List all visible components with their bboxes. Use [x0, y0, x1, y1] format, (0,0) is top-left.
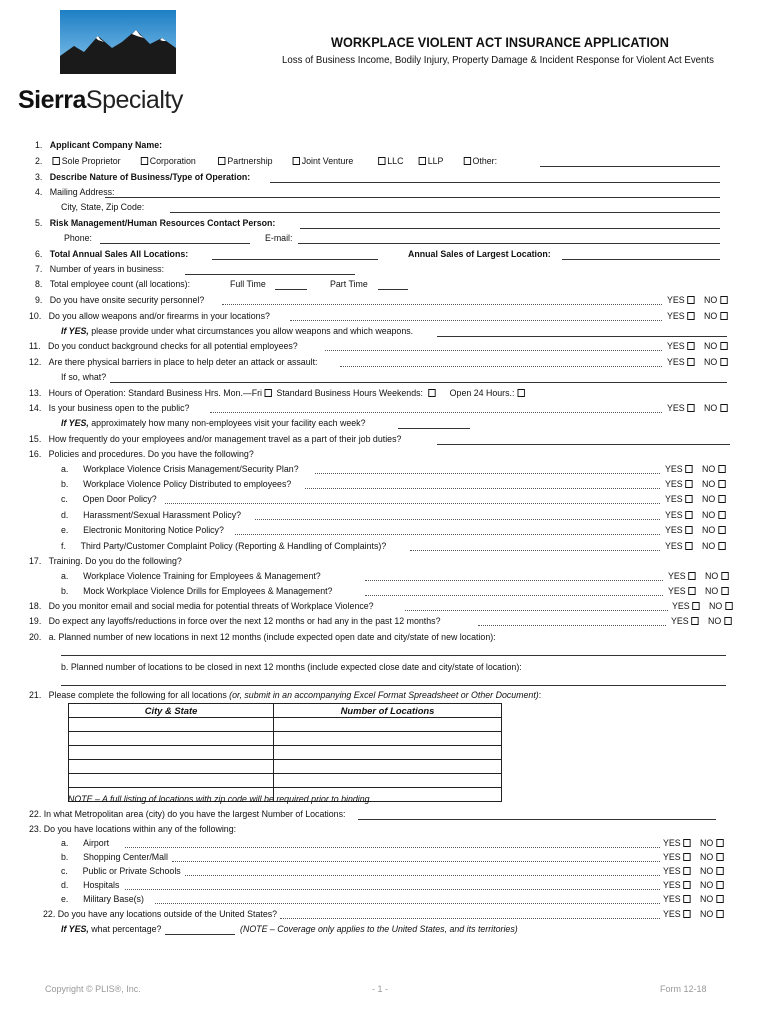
phone-label: Phone:: [64, 233, 92, 244]
location-count-cell[interactable]: [274, 774, 502, 788]
dot-leader: [410, 550, 660, 551]
other-checkbox[interactable]: [463, 157, 470, 165]
form-subtitle: Loss of Business Income, Bodily Injury, Property Damage & Incident Response for Violent Act Events: [282, 54, 714, 66]
q19-yes-no: YES NO: [671, 616, 733, 628]
dot-leader: [125, 889, 660, 890]
barriers-input-line[interactable]: [110, 382, 727, 383]
q16e-no-checkbox[interactable]: [718, 526, 725, 534]
q23e-no-checkbox[interactable]: [716, 895, 723, 903]
q16d-yes-no: YES NO: [665, 510, 727, 522]
q17b-yes-checkbox[interactable]: [688, 587, 695, 595]
q4-row: 4. Mailing Address:: [35, 187, 115, 198]
city-state-header: City & State: [69, 704, 274, 718]
q24-yes-checkbox[interactable]: [683, 910, 690, 918]
q10-row: 10. Do you allow weapons and/or firearms in your locations?: [29, 311, 270, 322]
weekend-hours-checkbox[interactable]: [428, 389, 435, 397]
q23b-yes-no: YES NO: [663, 852, 725, 864]
new-locations-input-line[interactable]: [61, 655, 726, 656]
table-row: [69, 774, 502, 788]
dot-leader: [280, 918, 660, 919]
dot-leader: [165, 503, 660, 504]
q24-row: 22. Do you have any locations outside of the United States?: [43, 909, 278, 920]
q23b-yes-checkbox[interactable]: [683, 853, 690, 861]
q18-yes-no: YES NO: [672, 601, 734, 613]
q9-yes-no: YES NO: [667, 295, 729, 307]
table-row: [69, 732, 502, 746]
locations-note: NOTE – A full listing of locations with zip code will be required prior to binding.: [68, 794, 373, 805]
q16a-row: a. Workplace Violence Crisis Management/Security Plan?: [61, 464, 299, 475]
company-logo: [14, 8, 194, 118]
q16a-yes-checkbox[interactable]: [685, 465, 692, 473]
q16b-row: b. Workplace Violence Policy Distributed to employees?: [61, 479, 292, 490]
q12-yes-checkbox[interactable]: [687, 358, 694, 366]
joint-venture-checkbox[interactable]: [292, 157, 299, 165]
dot-leader: [185, 875, 660, 876]
q23d-no-checkbox[interactable]: [716, 881, 723, 889]
q16e-row: e. Electronic Monitoring Notice Policy?: [61, 525, 224, 536]
q9-no-checkbox[interactable]: [720, 296, 727, 304]
open-24-hours-checkbox[interactable]: [517, 389, 524, 397]
dot-leader: [365, 595, 663, 596]
q12-yes-no: YES NO: [667, 357, 729, 369]
q20b-row: b. Planned number of locations to be closed in next 12 months (include expected close date and city/state of location):: [61, 662, 522, 673]
form-title: WORKPLACE VIOLENT ACT INSURANCE APPLICATION: [331, 35, 669, 50]
q10-followup: If YES, please provide under what circumstances you allow weapons and which weapons.: [61, 326, 414, 337]
city-state-zip-label: City, State, Zip Code:: [61, 202, 145, 213]
q2-row: 2. Sole Proprietor Corporation Partnership Joint Venture LLC LLP Other:: [35, 156, 498, 167]
mountain-logo-icon: [60, 10, 176, 74]
dot-leader: [222, 304, 662, 305]
q9-row: 9. Do you have onsite security personnel?: [35, 295, 205, 306]
dot-leader: [305, 488, 660, 489]
city-state-cell[interactable]: [69, 760, 274, 774]
q16a-no-checkbox[interactable]: [718, 465, 725, 473]
q11-no-checkbox[interactable]: [720, 342, 727, 350]
q16c-yes-checkbox[interactable]: [685, 495, 692, 503]
dot-leader: [290, 320, 662, 321]
q23e-row: e. Military Base(s): [61, 894, 144, 905]
q23-row: 23. Do you have locations within any of the following:: [29, 824, 237, 835]
dot-leader: [155, 903, 660, 904]
llc-checkbox[interactable]: [378, 157, 385, 165]
dot-leader: [210, 412, 662, 413]
q17b-yes-no: YES NO: [668, 586, 730, 598]
closed-locations-input-line[interactable]: [61, 685, 726, 686]
q16d-yes-checkbox[interactable]: [685, 511, 692, 519]
q17a-no-checkbox[interactable]: [721, 572, 728, 580]
table-row: [69, 746, 502, 760]
city-state-cell[interactable]: [69, 746, 274, 760]
dot-leader: [255, 519, 660, 520]
q1-label: Applicant Company Name:: [49, 140, 163, 151]
q23a-row: a. Airport: [61, 838, 110, 849]
city-state-zip-input-line[interactable]: [170, 212, 720, 213]
q23a-yes-checkbox[interactable]: [683, 839, 690, 847]
q11-row: 11. Do you conduct background checks for all potential employees?: [29, 341, 298, 352]
sole-proprietor-checkbox[interactable]: [52, 157, 59, 165]
q24-no-checkbox[interactable]: [716, 910, 723, 918]
q19-row: 19. Do expect any layoffs/reductions in force over the next 12 months or had any in the past 12 months?: [29, 616, 441, 627]
largest-location-sales-label: Annual Sales of Largest Location:: [408, 249, 551, 260]
q17-row: 17. Training. Do you do the following?: [29, 556, 182, 567]
q23c-row: c. Public or Private Schools: [61, 866, 181, 877]
city-state-cell[interactable]: [69, 718, 274, 732]
weapons-circumstances-input-line[interactable]: [437, 336, 727, 337]
logo-text-light: Specialty: [85, 86, 183, 114]
partnership-checkbox[interactable]: [218, 157, 225, 165]
email-label: E-mail:: [265, 233, 293, 244]
q16b-yes-checkbox[interactable]: [685, 480, 692, 488]
dot-leader: [365, 580, 663, 581]
q16b-no-checkbox[interactable]: [718, 480, 725, 488]
q12-followup: If so, what?: [61, 372, 107, 383]
q1-row: 1. Applicant Company Name:: [35, 140, 163, 151]
q16c-row: c. Open Door Policy?: [61, 494, 157, 505]
q11-yes-checkbox[interactable]: [687, 342, 694, 350]
q17b-row: b. Mock Workplace Violence Drills for Employees & Management?: [61, 586, 333, 597]
q6-row: 6. Total Annual Sales All Locations:: [35, 249, 189, 260]
q23b-no-checkbox[interactable]: [716, 853, 723, 861]
q12-no-checkbox[interactable]: [720, 358, 727, 366]
contact-person-input-line[interactable]: [300, 228, 720, 229]
dot-leader: [235, 534, 660, 535]
q16f-row: f. Third Party/Customer Complaint Policy (Reporting & Handling of Complaints)?: [61, 541, 387, 552]
q17a-row: a. Workplace Violence Training for Employees & Management?: [61, 571, 321, 582]
travel-frequency-input-line[interactable]: [437, 444, 730, 445]
q23e-yes-checkbox[interactable]: [683, 895, 690, 903]
q14-yes-checkbox[interactable]: [687, 404, 694, 412]
coverage-note: (NOTE – Coverage only applies to the United States, and its territories): [240, 924, 518, 935]
q16e-yes-checkbox[interactable]: [685, 526, 692, 534]
city-state-cell[interactable]: [69, 774, 274, 788]
dot-leader: [405, 610, 668, 611]
q20a-row: 20. a. Planned number of new locations in next 12 months (include expected open date and city/state of new location):: [29, 632, 496, 643]
q16d-row: d. Harassment/Sexual Harassment Policy?: [61, 510, 242, 521]
llp-checkbox[interactable]: [418, 157, 425, 165]
corporation-checkbox[interactable]: [141, 157, 148, 165]
q14-followup: If YES, approximately how many non-employees visit your facility each week?: [61, 418, 366, 429]
q10-no-checkbox[interactable]: [720, 312, 727, 320]
q16a-yes-no: YES NO: [665, 464, 727, 476]
q17a-yes-checkbox[interactable]: [688, 572, 695, 580]
q24-followup: If YES, what percentage?: [61, 924, 162, 935]
logo-text-bold: Sierra: [18, 86, 86, 114]
q23c-no-checkbox[interactable]: [716, 867, 723, 875]
location-count-cell[interactable]: [274, 760, 502, 774]
q23a-yes-no: YES NO: [663, 838, 725, 850]
q23d-yes-no: YES NO: [663, 880, 725, 892]
q16c-yes-no: YES NO: [665, 494, 727, 506]
part-time-input-line[interactable]: [378, 289, 408, 290]
q22-row: 22. In what Metropolitan area (city) do you have the largest Number of Locations:: [29, 809, 346, 820]
q19-yes-checkbox[interactable]: [691, 617, 698, 625]
q17a-yes-no: YES NO: [668, 571, 730, 583]
full-time-input-line[interactable]: [275, 289, 307, 290]
years-in-business-input-line[interactable]: [185, 274, 355, 275]
q12-row: 12. Are there physical barriers in place to help deter an attack or assault:: [29, 357, 318, 368]
business-nature-input-line[interactable]: [270, 182, 720, 183]
q7-row: 7. Number of years in business:: [35, 264, 165, 275]
q18-yes-checkbox[interactable]: [692, 602, 699, 610]
metro-area-input-line[interactable]: [358, 819, 716, 820]
q10-yes-no: YES NO: [667, 311, 729, 323]
q16f-yes-no: YES NO: [665, 541, 727, 553]
page-number: - 1 -: [372, 984, 389, 994]
q13-row: 13. Hours of Operation: Standard Business Hrs. Mon.—Fri Standard Business Hours Weekends: Open 24 Hours.:: [29, 388, 526, 400]
total-sales-input-line[interactable]: [212, 259, 378, 260]
location-count-cell[interactable]: [274, 746, 502, 760]
copyright-footer: Copyright © PLIS®, Inc.: [45, 984, 141, 994]
phone-input-line[interactable]: [100, 243, 250, 244]
full-time-label: Full Time: [230, 279, 266, 290]
dot-leader: [315, 473, 660, 474]
q14-row: 14. Is your business open to the public?: [29, 403, 190, 414]
q16f-yes-checkbox[interactable]: [685, 542, 692, 550]
dot-leader: [325, 350, 662, 351]
location-count-cell[interactable]: [274, 732, 502, 746]
q16e-yes-no: YES NO: [665, 525, 727, 537]
number-of-locations-header: Number of Locations: [274, 704, 502, 718]
form-number: Form 12-18: [660, 984, 707, 994]
email-input-line[interactable]: [298, 243, 720, 244]
q23c-yes-checkbox[interactable]: [683, 867, 690, 875]
q15-row: 15. How frequently do your employees and/or management travel as a part of their job duties?: [29, 434, 402, 445]
other-input-line[interactable]: [540, 166, 720, 167]
q3-row: 3. Describe Nature of Business/Type of Operation:: [35, 172, 251, 183]
q14-yes-no: YES NO: [667, 403, 729, 415]
dot-leader: [478, 625, 666, 626]
q23d-yes-checkbox[interactable]: [683, 881, 690, 889]
q9-yes-checkbox[interactable]: [687, 296, 694, 304]
city-state-cell[interactable]: [69, 732, 274, 746]
q16b-yes-no: YES NO: [665, 479, 727, 491]
q18-row: 18. Do you monitor email and social media for potential threats of Workplace Violence?: [29, 601, 374, 612]
location-count-cell[interactable]: [274, 718, 502, 732]
q24-yes-no: YES NO: [663, 909, 725, 921]
q23c-yes-no: YES NO: [663, 866, 725, 878]
q19-no-checkbox[interactable]: [724, 617, 731, 625]
q18-no-checkbox[interactable]: [725, 602, 732, 610]
q23d-row: d. Hospitals: [61, 880, 120, 891]
q11-yes-no: YES NO: [667, 341, 729, 353]
weekday-hours-checkbox[interactable]: [265, 389, 272, 397]
q8-row: 8. Total employee count (all locations):: [35, 279, 191, 290]
table-row: [69, 718, 502, 732]
table-row: [69, 760, 502, 774]
q16-row: 16. Policies and procedures. Do you have the following?: [29, 449, 254, 460]
percentage-input-line[interactable]: [165, 934, 235, 935]
q14-no-checkbox[interactable]: [720, 404, 727, 412]
q10-yes-checkbox[interactable]: [687, 312, 694, 320]
visitors-input-line[interactable]: [398, 428, 470, 429]
part-time-label: Part Time: [330, 279, 368, 290]
q23e-yes-no: YES NO: [663, 894, 725, 906]
q21-row: 21. Please complete the following for all locations (or, submit in an accompanying Excel Format Spreadsheet or Other Document):: [29, 690, 542, 701]
mailing-address-input-line[interactable]: [105, 197, 720, 198]
q23a-no-checkbox[interactable]: [716, 839, 723, 847]
q23b-row: b. Shopping Center/Mall: [61, 852, 168, 863]
locations-table: [68, 703, 502, 802]
q17b-no-checkbox[interactable]: [721, 587, 728, 595]
largest-location-sales-input-line[interactable]: [562, 259, 720, 260]
dot-leader: [172, 861, 660, 862]
q16c-no-checkbox[interactable]: [718, 495, 725, 503]
q16d-no-checkbox[interactable]: [718, 511, 725, 519]
dot-leader: [340, 366, 662, 367]
q5-row: 5. Risk Management/Human Resources Contact Person:: [35, 218, 276, 229]
dot-leader: [125, 847, 660, 848]
q16f-no-checkbox[interactable]: [718, 542, 725, 550]
